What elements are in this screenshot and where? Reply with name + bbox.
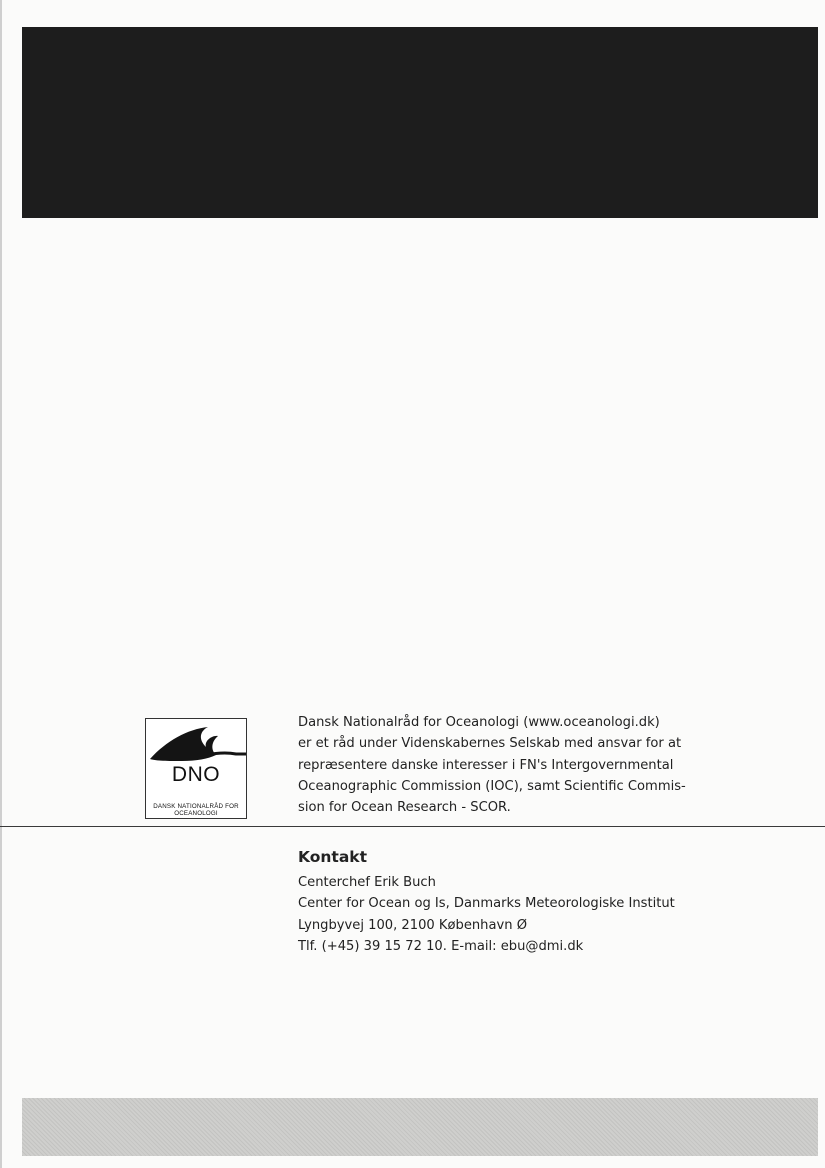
intro-line: repræsentere danske interesser i FN's Intergovernmental: [298, 757, 674, 773]
intro-line: er et råd under Videnskabernes Selskab med ansvar for at: [298, 736, 682, 752]
logo-subtitle: [146, 803, 246, 817]
intro-line: Dansk Nationalråd for Oceanologi (www.oceanologi.dk): [298, 715, 660, 730]
logo-abbreviation: DNO: [171, 763, 221, 786]
bottom-gray-band: [22, 1098, 818, 1156]
logo-subtitle-line-1: DANSK NATIONALRÅD FOR: [153, 803, 239, 810]
contact-heading: Kontakt: [298, 848, 368, 866]
logo-subtitle-line-2: OCEANOLOGI: [174, 810, 218, 817]
dno-logo: [145, 718, 247, 819]
top-dark-band: [22, 27, 818, 218]
intro-line: sion for Ocean Research - SCOR.: [298, 800, 511, 816]
section-divider: [0, 826, 825, 827]
contact-line: Centerchef Erik Buch: [298, 875, 436, 890]
contact-line: Tlf. (+45) 39 15 72 10. E-mail: ebu@dmi.dk: [298, 938, 584, 954]
contact-block: [298, 846, 678, 957]
contact-line: Lyngbyvej 100, 2100 København Ø: [298, 917, 528, 933]
contact-line: Center for Ocean og Is, Danmarks Meteorologiske Institut: [298, 896, 675, 912]
intro-paragraph: [298, 712, 686, 818]
intro-line: Oceanographic Commission (IOC), samt Scientific Commis-: [298, 778, 686, 794]
scan-edge: [0, 0, 2, 1168]
